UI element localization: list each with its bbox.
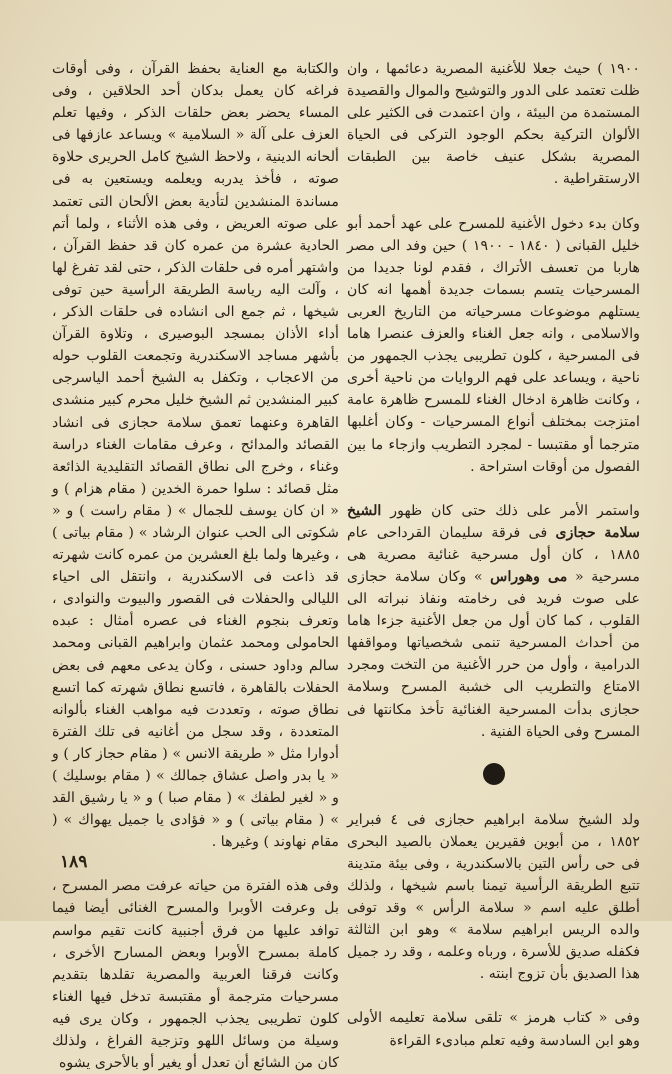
paragraph-spacer xyxy=(52,853,339,875)
left-column xyxy=(52,58,339,1074)
paragraph-text: واستمر الأمر على ذلك حتى كان ظهور xyxy=(390,502,640,519)
right-column xyxy=(347,58,640,1052)
paragraph-birth: ولد الشيخ سلامة ابراهيم حجازى فى ٤ فبراير ١٨٥٢ ، من أبوين فقيرين يعملان بالصيد البحرى فى حى رأس التين بالاسكندرية ، وفى بيئة متدينة تتبع الطريقة الرأسية تيمنا باسم شيخها ، ولذلك أطلق عليه اسم « سلامة الرأس » وقد توفى والده الريس ابراهيم سلامة » وهو ابن الثالثة فكفله صديق للأسرة ، ورباه وعلمه ، وقد رد جميل هذا الصديق بأن تزوج ابنته . xyxy=(347,811,640,983)
paragraph-salama-appearance xyxy=(347,500,640,743)
section-divider-dot xyxy=(483,763,505,785)
paragraph-spacer xyxy=(347,985,640,1007)
paragraph-theater-period: وفى هذه الفترة من حياته عرفت مصر المسرح ، بل وعرفت الأوبرا والمسرح الغنائى أيضا فيما توافد عليها من فرق أجنبية كانت تقيم مواسم كاملة بمسرح الأوبرا وبعض المسارح الأخرى ، وكانت فرقنا العربية والمصرية تقلدها بتقديم مسرحيات مترجمة أو مقتبسة تدخل فيها الغناء كلون تطريبى يجذب الجمهور ، وكان يرى فيه وسيلة من وسائل اللهو وتزجية الفراغ ، ولذلك كان من الشائع أن تعدل أو يغير أو بالأحرى يشوه xyxy=(52,878,339,1072)
paragraph-qabbani: وكان بدء دخول الأغنية للمسرح على عهد أحمد أبو خليل القبانى ( ١٨٤٠ - ١٩٠٠ ) حين وفد الى مصر هاربا من تعسف الأتراك ، فقدم لونا جديدا من المسرحيات يتسم بسمات جديدة أهمها انه كان يستلهم موضوعات مسرحياته من التاريخ العربى والاسلامى ، وانه جعل الغناء والعزف عنصرا هاما فى المسرحية ، كلون تطريبى يجذب الجمهور من ناحية ، ويساعد على فهم الروايات من ناحية أخرى ، وكانت ظاهرة ادخال الغناء للمسرح ظاهرة عامة امتزجت بمختلف أنواع المسرحيات - وكان أغلبها مترجما أو مقتبسا - لمجرد التطريب وازجاء ما بين الفصول من أوقات استراحة . xyxy=(347,215,640,475)
paragraph-text: فى فرقة سليمان القرداحى عام ١٨٨٥ ، كان أول مسرحية غنائية مصرية هى مسرحية « xyxy=(347,524,640,585)
paragraph-early-career: والكتابة مع العناية بحفظ القرآن ، وفى أوقات فراغه كان يعمل بدكان أحد الحلاقين ، وفى المساء يحضر بعض حلقات الذكر ، وفيها تعلم العزف على آلة « السلامية » ويساعد عازفها فى ألحانه الدينية ، ولاحظ الشيخ كامل الحريرى حلاوة صوته ، فأخذ يدربه ويعلمه ويستعين به فى مساندة المنشدين لتأدية بعض الألحان التى تعتمد على صوته العريض ، وفى هذه الأثناء ، ولما أتم الحادية عشرة من عمره كان قد حفظ القرآن ، واشتهر أمره فى حلقات الذكر ، حتى لقد تفرغ لها ، وآلت اليه رياسة الطريقة الرأسية حين توفى شيخها ، ثم جمع الى انشاده فى حلقات الذكر ، أداء الأذان بمسجد البوصيرى ، وتلاوة القرآن بأشهر مساجد الاسكندرية وتجمعت القلوب حوله من الاعجاب ، وتكفل به الشيخ أحمد الياسرجى كبير المنشدين ثم الشيخ خليل محرم كبير منشدى القاهرة وعنهما تعمق سلامة حجازى فى انشاد القصائد والمدائح ، وعرف مقامات الغناء دراسة وغناء ، وخرج الى نطاق القصائد التقليدية الذائعة مثل قصائد : سلوا حمرة الخدين ( مقام هزام ) و « ان كان يوسف للجمال » ( مقام راست ) و « شكوتى الى الحب عنوان الرشاد » ( مقام بياتى ) ، وغيرها ولما بلغ العشرين من عمره كانت شهرته قد ذاعت فى الاسكندرية ، وانتقل الى احياء الليالى والحفلات فى القصور والبيوت والنوادى ، وتعرف بنجوم الغناء فى عصره أمثال : عبده الحامولى ومحمد عثمان وابراهيم القبانى ومحمد سالم وداود حسنى ، وكان يدعى معهم فى بعض الحفلات بالقاهرة ، فاتسع نطاق شهرته كما اتسع نطاق صوته ، وتعددت فيه مواهب الغناء بألوانه المتعددة ، وقد سجل من أغانيه فى تلك الفترة أدوارا مثل « طريقة الانس » ( مقام حجاز كار ) و « يا بدر واصل عشاق جمالك » ( مقام بوسليك ) و « لغير لطفك » ( مقام صبا ) و « يا رشيق القد » ( مقام بياتى ) و « فؤادى يا جميل يهواك » ( مقام نهاوند ) وغيرها . xyxy=(52,61,339,851)
bold-name: الشيخ سلامة حجازى xyxy=(347,502,640,541)
page-number: ١٨٩ xyxy=(60,852,88,872)
bold-play-title: مى وهوراس xyxy=(490,568,568,585)
paragraph-1900: ١٩٠٠ ) حيث جعلا للأغنية المصرية دعائمها ، وان ظلت تعتمد على الدور والتوشيح والموال والقصيدة المستمدة من البيئة ، وان اعتمدت فى الكثير على الألوان التركية بحكم الوجود التركى فى الحياة المصرية بشكل عنيف خاصة بين الطبقات الارستقراطية . xyxy=(347,61,640,188)
paragraph-spacer xyxy=(347,478,640,500)
paragraph-education: وفى « كتاب هرمز » تلقى سلامة تعليمه الأولى وهو ابن السادسة وفيه تعلم مبادىء القراءة xyxy=(347,1010,640,1049)
paragraph-spacer xyxy=(347,191,640,213)
paragraph-text: » وكان سلامة حجازى على صوت فريد فى رخامته ونفاذ نبراته الى القلوب ، كما كان أول من جعل الأغنية جزءا هاما من أحداث المسرحية تنمى شخصياتها ومواقفها الدرامية ، وأول من حرر الأغنية من التخت ومجرد الامتاع والتطريب الى خشبة المسرح وسلامة حجازى بدأت المسرحية الغنائية تأخذ مكانتها فى المسرح وفى الحياة الفنية . xyxy=(347,568,640,740)
